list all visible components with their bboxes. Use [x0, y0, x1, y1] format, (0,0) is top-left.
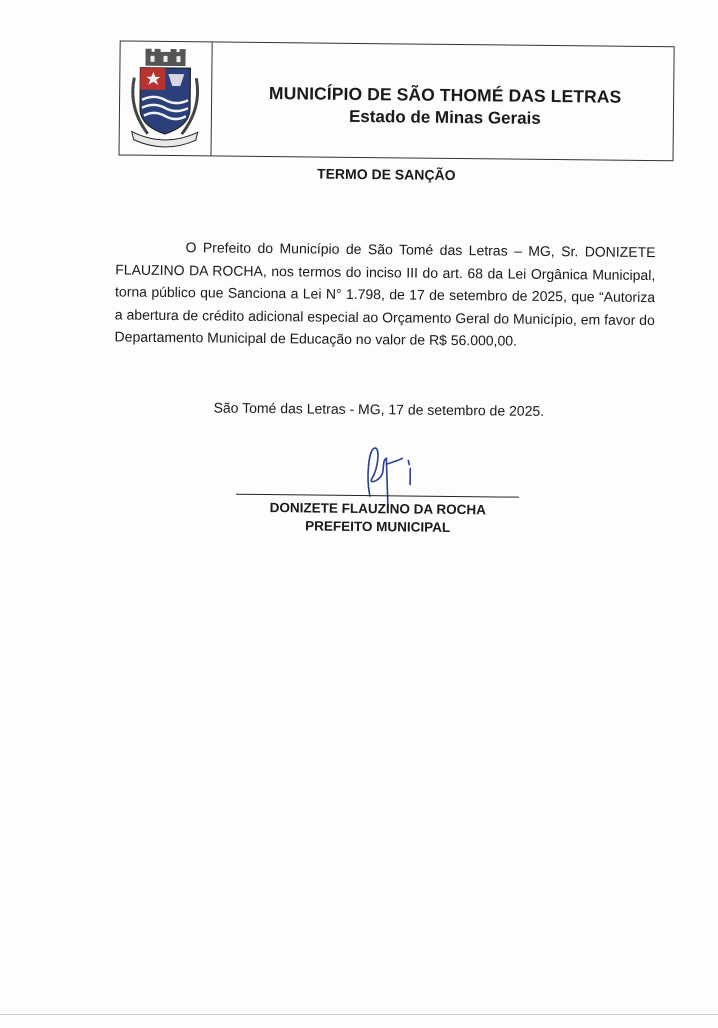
body-paragraph	[114, 235, 655, 354]
coat-of-arms-icon	[124, 48, 207, 149]
municipality-title: MUNICÍPIO DE SÃO THOMÉ DAS LETRAS	[268, 83, 622, 107]
date-line: São Tomé das Letras - MG, 17 de setembro de 2025.	[213, 399, 545, 419]
signatory-role: PREFEITO MUNICIPAL	[305, 518, 451, 535]
document-title: TERMO DE SANÇÃO	[317, 165, 456, 183]
body-text: O Prefeito do Município de São Tomé das Letras – MG, Sr. DONIZETE FLAUZINO DA ROCHA, nos termos do inciso III do art. 68 da Lei Orgânica Municipal, torna público que Sanciona a Lei N° 1.798, de 17 de setembro de 2025, que “Autoriza a abertura de crédito adicional especial ao Orçamento Geral do Município, em favor do Departamento Municipal de Educação no valor de R$ 56.000,00.	[114, 239, 656, 350]
letterhead	[119, 40, 675, 161]
scan-edge	[0, 1014, 718, 1015]
signatory-name: DONIZETE FLAUZINO DA ROCHA	[269, 500, 487, 518]
paragraph-indent	[115, 251, 185, 252]
handwritten-signature	[348, 438, 439, 509]
letterhead-divider	[211, 42, 213, 155]
state-subtitle: Estado de Minas Gerais	[348, 106, 541, 128]
